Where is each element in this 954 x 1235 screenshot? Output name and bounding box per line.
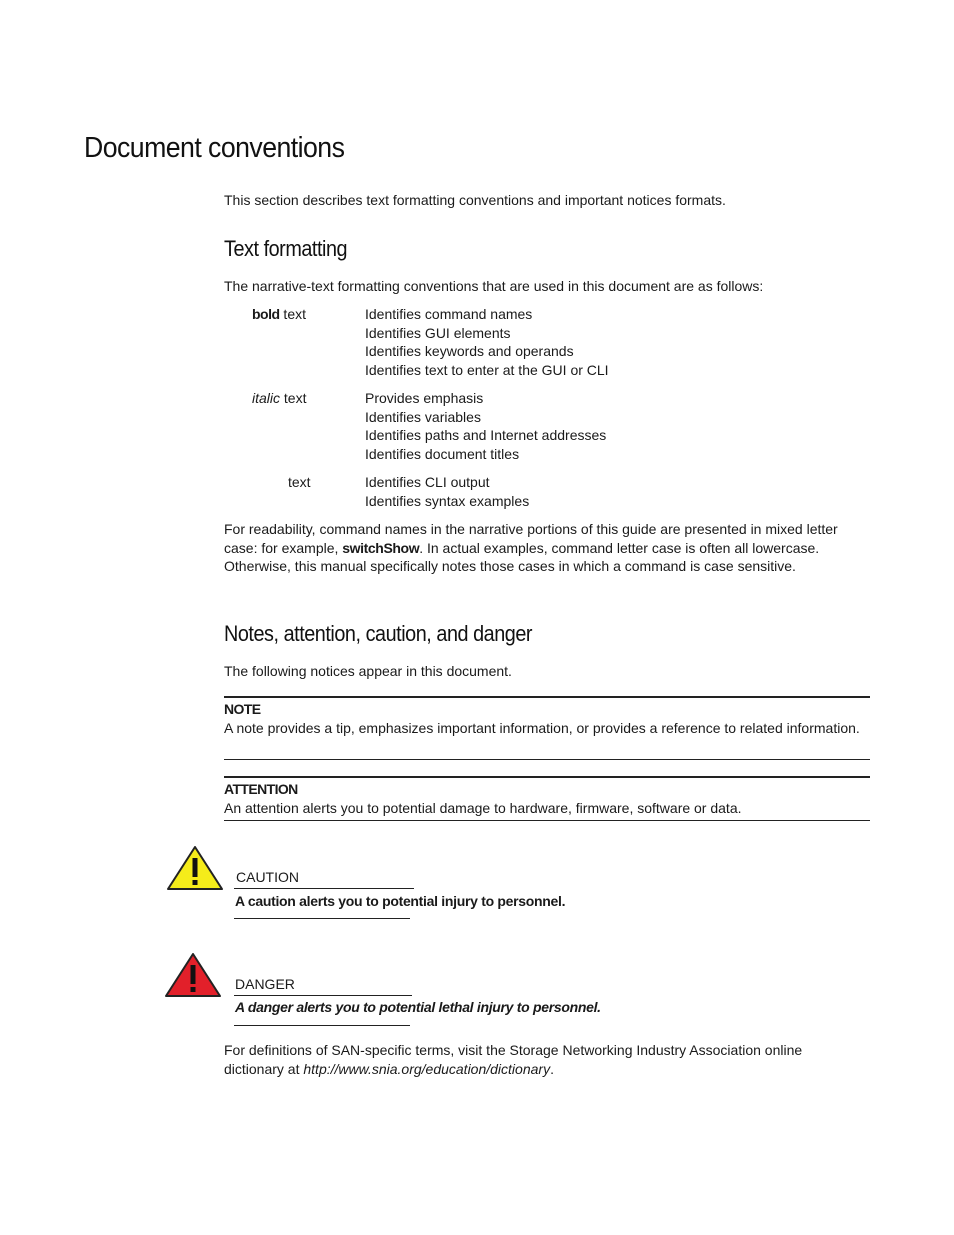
notices-heading: Notes, attention, caution, and danger <box>224 621 533 646</box>
footer-post: . <box>550 1060 554 1077</box>
text-formatting-heading: Text formatting <box>224 236 348 261</box>
dictionary-link[interactable]: http://www.snia.org/education/dictionary <box>303 1060 551 1077</box>
italic-term-styled: italic <box>252 390 281 406</box>
footer-pre: For definitions of SAN-specific terms, visit the Storage Networking Industry Association online dictionary at <box>224 1042 803 1077</box>
caution-warning-icon <box>166 845 224 891</box>
italic-term-plain: text <box>280 390 307 406</box>
italic-term <box>252 389 352 408</box>
note-label: NOTE <box>224 701 261 717</box>
note-text: A note provides a tip, emphasizes important information, or provides a reference to related information. <box>224 719 860 736</box>
readability-paragraph <box>224 520 854 576</box>
definition-item: Identifies command names <box>365 306 533 322</box>
note-block <box>224 700 870 737</box>
page-title: Document conventions <box>84 132 345 164</box>
note-top-rule <box>224 696 870 698</box>
definition-item: Provides emphasis <box>365 390 484 406</box>
bold-term-plain: text <box>279 306 307 322</box>
notices-lead: The following notices appear in this document. <box>224 663 512 679</box>
attention-block <box>224 780 870 817</box>
definition-item: Identifies document titles <box>365 446 520 463</box>
definition-item: Identifies text to enter at the GUI or CLI <box>365 362 609 379</box>
danger-label: DANGER <box>235 976 295 992</box>
danger-bottom-rule <box>234 1025 410 1026</box>
bold-definitions <box>365 305 609 380</box>
caution-bottom-rule <box>234 918 410 919</box>
note-bottom-rule <box>224 759 870 760</box>
caution-label: CAUTION <box>236 869 299 885</box>
footer-paragraph <box>224 1041 854 1078</box>
definition-item: Identifies GUI elements <box>365 324 511 341</box>
command-example: switchShow <box>342 539 420 556</box>
bold-term <box>252 305 352 324</box>
attention-text: An attention alerts you to potential damage to hardware, firmware, software or data. <box>224 799 742 816</box>
definition-item: Identifies CLI output <box>365 474 490 490</box>
definition-item: Identifies variables <box>365 408 481 425</box>
danger-text: A danger alerts you to potential lethal injury to personnel. <box>235 999 601 1015</box>
code-term: text <box>288 474 311 490</box>
readability-post: . In actual examples, command letter case is often all lowercase. Otherwise, this manual specifically notes those cases in which a command is case sensitive. <box>224 539 820 575</box>
caution-top-rule <box>234 888 414 889</box>
intro-paragraph: This section describes text formatting conventions and important notices formats. <box>224 192 726 208</box>
definition-item: Identifies syntax examples <box>365 492 530 509</box>
readability-pre: For readability, command names in the narrative portions of this guide are presented in mixed letter case: for example, <box>224 521 838 556</box>
attention-bottom-rule <box>224 820 870 821</box>
code-definitions <box>365 473 529 510</box>
attention-label: ATTENTION <box>224 781 298 797</box>
danger-warning-icon <box>164 952 222 998</box>
definition-item: Identifies paths and Internet addresses <box>365 427 607 444</box>
text-formatting-lead: The narrative-text formatting conventions that are used in this document are as follows: <box>224 278 764 294</box>
attention-top-rule <box>224 776 870 778</box>
caution-text: A caution alerts you to potential injury to personnel. <box>235 893 566 909</box>
definition-item: Identifies keywords and operands <box>365 343 574 360</box>
bold-term-styled: bold <box>252 306 280 322</box>
danger-top-rule <box>234 995 412 996</box>
italic-definitions <box>365 389 606 464</box>
